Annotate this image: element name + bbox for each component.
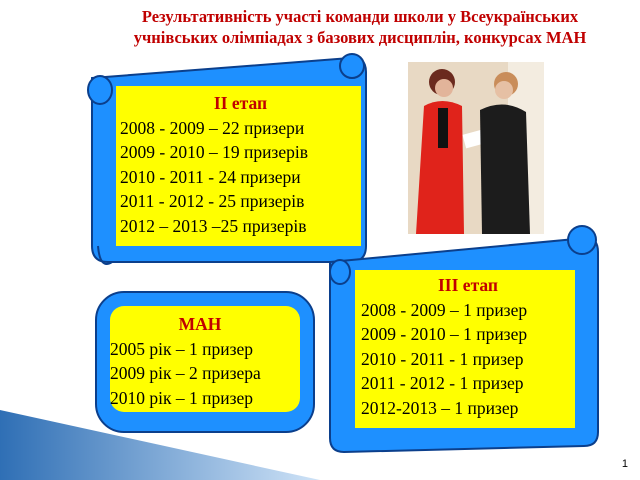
stage3-line: 2009 - 2010 – 1 призер: [361, 324, 528, 344]
stage2-line: 2011 - 2012 - 25 призерів: [120, 191, 305, 211]
stage3-line: 2011 - 2012 - 1 призер: [361, 373, 524, 393]
man-line: 2005 рік – 1 призер: [110, 338, 254, 359]
stage2-heading: ІІ етап: [213, 93, 268, 113]
stage3-panel: [355, 270, 575, 428]
man-panel: [110, 306, 300, 412]
page-number: 1: [621, 458, 628, 470]
stage3-line: 2012-2013 – 1 призер: [361, 397, 519, 418]
slide-title-line-1: Результативність участі команди школи у Всеукраїнських: [141, 7, 579, 26]
man-heading: МАН: [178, 314, 222, 334]
man-line: 2010 рік – 1 призер: [110, 387, 254, 408]
stage3-line: 2010 - 2011 - 1 призер: [361, 348, 524, 369]
stage2-panel: [116, 86, 361, 246]
stage2-line: 2009 - 2010 – 19 призерів: [120, 142, 308, 162]
stage3-heading: ІІІ етап: [438, 275, 498, 295]
man-line: 2009 рік – 2 призера: [110, 363, 261, 383]
stage2-line: 2010 - 2011 - 24 призери: [120, 166, 301, 187]
stage3-line: 2008 - 2009 – 1 призер: [361, 299, 528, 320]
stage2-line: 2008 - 2009 – 22 призери: [120, 117, 305, 138]
decorative-wedge: [0, 400, 320, 480]
award-photo: [408, 62, 544, 234]
stage2-line: 2012 – 2013 –25 призерів: [120, 215, 307, 236]
slide-title-line-2: учнівських олімпіадах з базових дисциплін, конкурсах МАН: [133, 28, 587, 47]
